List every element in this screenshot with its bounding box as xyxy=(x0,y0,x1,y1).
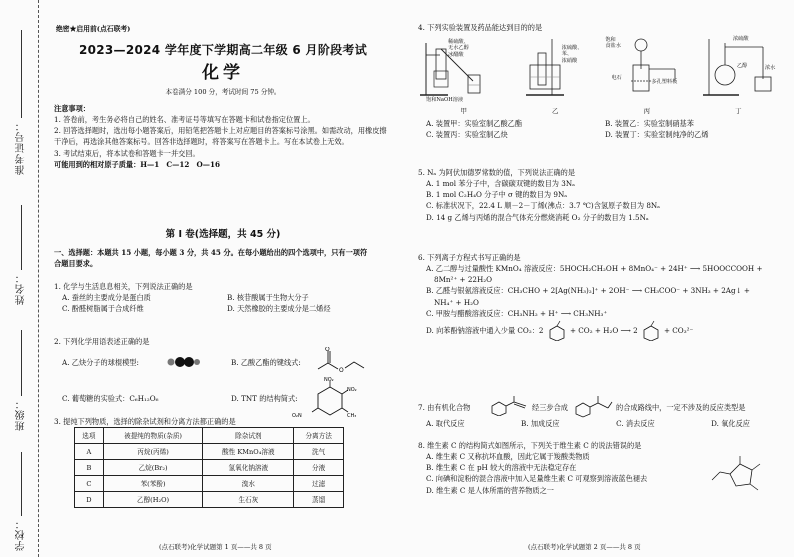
table-header-cell: 选项 xyxy=(75,428,104,444)
phenol-ring xyxy=(640,319,662,341)
exam-title: 2023—2024 学年度下学期高二年级 6 月阶段考试 xyxy=(78,43,368,57)
note-item: 1. 答卷前，考生务必将自己的姓名、准考证号等填写在答题卡和试卷指定位置上。 xyxy=(54,115,315,125)
table-cell: 苯(苯酚) xyxy=(103,476,203,492)
label-class: 班级： xyxy=(16,398,27,431)
line-exam-number xyxy=(21,30,22,118)
note-item: 2. 回答选择题时，选出每小题答案后，用铅笔把答题卡上对应题目的答案标号涂黑。如需改动，用橡皮擦干净后，再选涂其他答案标号。回答非选择题时，将答案写在答题卡上。写在本试卷上无效。 xyxy=(54,126,387,147)
tnt-ch3: CH₃ xyxy=(347,413,357,420)
label-yi: 乙 xyxy=(552,107,559,116)
table-cell: 丙烷(丙烯) xyxy=(103,444,203,460)
jia-ann-line: 无水乙醇 xyxy=(448,45,469,52)
q4-option-a: A. 装置甲：实验室制乙酸乙酯 xyxy=(426,119,523,129)
q5-option-c: C. 标准状况下，22.4 L 顺－2－丁烯(沸点：3.7 ℃)含氢原子数目为 8Nₐ xyxy=(426,201,660,211)
q4-stem: 4. 下列实验装置及药品能达到目的的是 xyxy=(418,23,543,32)
q8-stem: 8. 维生素 C 的结构简式如图所示，下列关于维生素 C 的说法错误的是 xyxy=(418,441,642,450)
q7-option-c: C. 消去反应 xyxy=(616,419,655,428)
q5-stem: 5. Nₐ 为阿伏加德罗常数的值，下列说法正确的是 xyxy=(418,168,576,177)
table-header-cell: 被提纯的物质(杂质) xyxy=(103,428,203,444)
question-7 xyxy=(418,394,784,429)
table-cell: D xyxy=(75,492,104,508)
section-instr-line: 一、选择题：本题共 15 小题，每小题 3 分，共 45 分。在每小题给出的四个选项中，只有一项符 xyxy=(54,248,368,257)
q6-option-a-cont: 8Mn²⁺ + 22H₂O xyxy=(434,275,493,285)
q7-stem-b: 经三步合成 xyxy=(532,403,568,412)
apparatus-yi-drawing xyxy=(512,35,597,101)
q1-option-a: A. 蚕丝的主要成分是蛋白质 xyxy=(62,293,151,303)
table-cell: 乙烷(Br₂) xyxy=(103,460,203,476)
table-cell: 蒸馏 xyxy=(294,492,344,508)
q4-option-c: C. 装置丙：实验室制乙炔 xyxy=(426,130,508,140)
table-header-cell: 分离方法 xyxy=(294,428,344,444)
binding-dashed-line xyxy=(38,0,39,557)
q4-option-b: B. 装置乙：实验室制硝基苯 xyxy=(605,119,694,129)
q8-option-d: D. 维生素 C 是人体所需的营养物质之一 xyxy=(426,485,554,495)
label-exam-number: 准考证号： xyxy=(16,120,27,175)
table-cell: A xyxy=(75,444,104,460)
bing-ann-line: 饱和 xyxy=(605,37,616,44)
q2-option-b: B. 乙酸乙酯的键线式: xyxy=(231,358,301,368)
q7-product-structure xyxy=(574,394,614,418)
line-class xyxy=(21,330,22,396)
q6-stem: 6. 下列离子方程式书写正确的是 xyxy=(418,253,521,262)
label-name: 姓名： xyxy=(16,272,27,305)
table-cell: 生石灰 xyxy=(203,492,294,508)
jia-ann-line: 冰醋酸 xyxy=(448,51,464,58)
table-cell: 乙醇(H₂O) xyxy=(103,492,203,508)
q7-stem-a: 7. 由有机化合物 xyxy=(418,403,471,412)
jia-ann-line: 稀硫酸、 xyxy=(448,39,469,46)
table-cell: B xyxy=(75,460,104,476)
q7-stem-c: 的合成路线中，一定不涉及的反应类型是 xyxy=(616,403,746,412)
q1-option-d: D. 天然橡胶的主要成分是二烯烃 xyxy=(227,304,331,314)
jia-ann-bottom: 饱和NaOH溶液 xyxy=(426,97,464,104)
apparatus-yi xyxy=(512,35,597,111)
atomic-mass-line: 可能用到的相对原子质量：H—1 C—12 O—16 xyxy=(54,159,220,169)
q3-stem: 3. 提纯下列物质，选择的除杂试剂和分离方法都正确的是 xyxy=(54,417,236,426)
q6-option-c: C. 甲胺与醋酸溶液反应：CH₃NH₂ + H⁺ ⟶ CH₃NH₃⁺ xyxy=(426,308,608,318)
note-item: 3. 考试结束后，将本试卷和答题卡一并交回。 xyxy=(54,148,200,158)
q6-option-a: A. 乙二醇与过量酸性 KMnO₄ 溶液反应：5HOCH₂CH₂OH + 8MnO₄⁻ + 24H⁺ ⟶ 5HOOCCOOH + xyxy=(426,264,763,274)
label-ding: 丁 xyxy=(735,107,742,116)
table-row xyxy=(75,492,344,508)
acetylene-ball-stick-model xyxy=(166,355,200,369)
question-6 xyxy=(418,252,784,341)
svg-text:O: O xyxy=(325,347,330,354)
yi-ann-line: 浓硫酸、 xyxy=(561,45,583,52)
question-8 xyxy=(418,440,784,496)
vitamin-c-structure xyxy=(700,450,770,500)
notes-block xyxy=(54,103,392,170)
table-header-row xyxy=(75,428,344,444)
tnt-o2n: O₂N xyxy=(292,413,302,420)
table-row xyxy=(75,460,344,476)
q1-stem: 1. 化学与生活息息相关，下列说法正确的是 xyxy=(54,282,193,291)
q7-option-b: B. 加成反应 xyxy=(521,419,560,428)
apparatus-ding xyxy=(699,35,784,111)
table-cell: 氢氧化钠溶液 xyxy=(203,460,294,476)
q6-option-b: B. 乙醛与银氨溶液反应：CH₃CHO + 2[Ag(NH₃)₂]⁺ + 2OH⁻ ⟶ CH₃COO⁻ + 3NH₃ + 2Ag↓ + xyxy=(426,286,750,296)
question-4 xyxy=(418,22,784,141)
ethyl-acetate-skeletal-formula xyxy=(314,347,378,377)
q6-option-d-text: D. 向苯酚钠溶液中通入少量 CO₂：2 xyxy=(426,325,544,335)
jia-annotation xyxy=(448,39,469,58)
table-cell: 分液 xyxy=(294,460,344,476)
table-row xyxy=(75,444,344,460)
yi-ann-line: 浓硝酸 xyxy=(561,57,578,64)
q8-option-a: A. 维生素 C 又称抗坏血酸，因此它属于羧酸类物质 xyxy=(426,452,590,462)
bing-annotation-top xyxy=(605,37,621,49)
table-cell: C xyxy=(75,476,104,492)
ding-ann-acid: 浓硫酸 xyxy=(732,36,749,43)
q7-option-d: D. 氧化反应 xyxy=(711,419,750,428)
q7-option-a: A. 取代反应 xyxy=(426,419,465,428)
apparatus-jia xyxy=(418,35,503,111)
table-cell: 酸性 KMnO₄溶液 xyxy=(203,444,294,460)
bing-ann-calcium-carbide: 电石 xyxy=(611,75,622,82)
label-jia: 甲 xyxy=(460,107,467,116)
phenoxide-ring xyxy=(546,319,568,341)
q1-option-c: C. 酚醛树脂属于合成纤维 xyxy=(62,304,144,314)
bing-ann-line: 食盐水 xyxy=(605,43,621,50)
label-school: 学校： xyxy=(16,518,27,551)
section-title: 第 I 卷(选择题，共 45 分) xyxy=(165,229,281,240)
q6-option-d-end: + CO₃²⁻ xyxy=(664,325,694,335)
question-1 xyxy=(54,281,392,314)
section-instr-line: 合题目要求。 xyxy=(54,259,98,269)
q5-option-d: D. 14 g 乙烯与丙烯的混合气体充分燃烧消耗 O₂ 分子的数目为 1.5Nₐ xyxy=(426,212,649,222)
q5-option-a: A. 1 mol 苯分子中，含碳碳双键的数目为 3Nₐ xyxy=(426,179,575,189)
q8-option-b: B. 维生素 C 在 pH 较大的溶液中无法稳定存在 xyxy=(426,463,577,473)
q7-reactant-structure xyxy=(490,394,530,416)
line-name xyxy=(21,205,22,270)
q6-option-d-mid: + CO₂ + H₂O ⟶ 2 xyxy=(570,325,638,335)
ding-ann-water: 浓水 xyxy=(764,65,776,72)
q4-option-d: D. 装置丁：实验室制纯净的乙烯 xyxy=(605,130,709,140)
q2-stem: 2. 下列化学用语表述正确的是 xyxy=(54,337,150,346)
subject-title: 化学 xyxy=(202,63,244,83)
line-school xyxy=(21,452,22,516)
svg-text:O: O xyxy=(339,367,344,375)
page-1 xyxy=(54,0,392,557)
q8-option-c: C. 向碘和淀粉的混合溶液中加入足量维生素 C 可观察到溶液蓝色褪去 xyxy=(426,474,648,484)
table-cell: 过滤 xyxy=(294,476,344,492)
table-cell: 溴水 xyxy=(203,476,294,492)
table-row xyxy=(75,476,344,492)
score-note: 本卷满分 100 分，考试时间 75 分钟。 xyxy=(165,88,281,96)
tnt-no2-right: NO₂ xyxy=(347,387,357,394)
page-2 xyxy=(418,0,784,557)
q2-option-a: A. 乙炔分子的球棍模型: xyxy=(62,358,139,368)
bing-ann-plate: 多孔塑料板 xyxy=(651,79,678,86)
yi-ann-line: 苯、 xyxy=(561,51,573,58)
q2-option-c: C. 葡萄糖的实验式：C₆H₁₂O₆ xyxy=(62,394,159,404)
q6-option-b-cont: NH₄⁺ + H₂O xyxy=(434,297,479,307)
q6-option-d xyxy=(418,319,784,341)
tnt-no2-top: NO₂ xyxy=(324,377,334,384)
apparatus-bing xyxy=(605,35,690,111)
yi-annotation xyxy=(562,45,583,64)
q7-options xyxy=(418,418,758,429)
ding-ann-ethanol: 乙醇 xyxy=(736,63,748,70)
binding-margin xyxy=(0,0,44,557)
q2-option-d: D. TNT 的结构简式: xyxy=(231,394,298,404)
page-footer-1: (点石联考)化学试题第 1 页——共 8 页 xyxy=(159,542,272,551)
page-footer-2: (点石联考)化学试题第 2 页——共 8 页 xyxy=(528,542,641,551)
q3-table xyxy=(74,427,344,508)
table-cell: 洗气 xyxy=(294,444,344,460)
question-5 xyxy=(418,167,784,223)
q1-option-b: B. 核苷酸属于生物大分子 xyxy=(227,293,309,303)
table-header-cell: 除杂试剂 xyxy=(203,428,294,444)
question-3 xyxy=(54,416,392,508)
label-bing: 丙 xyxy=(643,107,650,116)
q4-apparatus-row xyxy=(418,35,784,111)
notes-title: 注意事项： xyxy=(54,104,90,113)
q5-option-b: B. 1 mol C₂H₄O 分子中 σ 键的数目为 9Nₐ xyxy=(426,190,568,200)
section-instructions xyxy=(54,247,392,269)
secret-mark: 绝密★启用前(点石联考) xyxy=(56,25,131,33)
question-2 xyxy=(54,336,392,425)
